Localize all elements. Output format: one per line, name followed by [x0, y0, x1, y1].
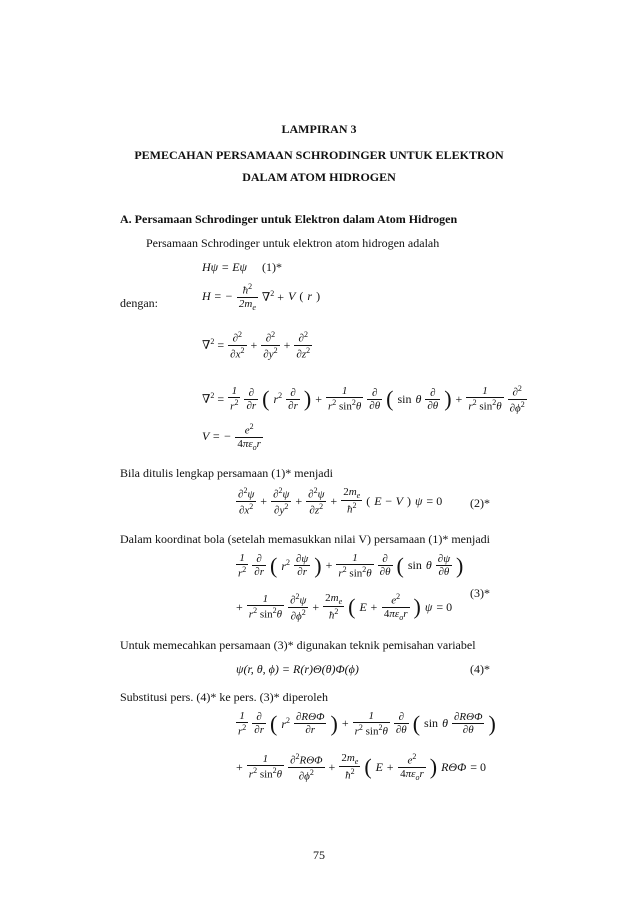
- section-intro: Persamaan Schrodinger untuk elektron atom hidrogen adalah: [146, 236, 440, 250]
- equation-potential: V = − $\frac{e^2}{4\pi\varepsilon_or}$: [202, 422, 261, 452]
- paragraph-substitusi: Substitusi pers. (4)* ke pers. (3)* diperoleh: [120, 690, 328, 704]
- equation-3-line-1: $\frac{1}{r^2}$ $\frac{\partial}{\partial r}$ ( $r^2$ $\frac{\partial\psi}{\partial r}$ ) + $\frac{1}{r^2 \sin^2\theta}$ $\frac{\partial}{\partial\theta}$ ( sin θ $\frac{\partial\psi}{\partial\theta}$ ): [238, 552, 464, 580]
- paragraph-koordinat: Dalam koordinat bola (setelah memasukkan nilai V) persamaan (1)* menjadi: [120, 532, 490, 546]
- equation-3-line-2: + $\frac{1}{r^2 \sin^2\theta}$ $\frac{\partial^2\psi}{\partial\phi^2}$ + $\frac{2m_e}{ħ^2}$ ( E + $\frac{e^2}{4\pi\varepsilon_or}$ ) ψ = 0: [236, 592, 453, 623]
- equation-4-label: (4)*: [470, 662, 490, 676]
- equation-5-line-2: + $\frac{1}{r^2 \sin^2\theta}$ $\frac{\partial^2R\Theta\Phi}{\partial\phi^2}$ + $\frac{2m_e}{ħ^2}$ ( E + $\frac{e^2}{4\pi\varepsilon_or}$ ) RΘΦ = 0: [236, 752, 486, 783]
- equation-hamiltonian: H = − $\frac{ħ^2}{2m_e}$ ∇$^2$ + V ( r ): [202, 282, 321, 312]
- equation-laplacian-cartesian: ∇$^2$ = $\frac{\partial^2}{\partial x^2}$ + $\frac{\partial^2}{\partial y^2}$ + $\frac{\partial^2}{\partial z^2}$: [202, 330, 311, 361]
- paragraph-memecahkan: Untuk memecahkan persamaan (3)* digunakan teknik pemisahan variabel: [120, 638, 476, 652]
- equation-3-label: (3)*: [470, 586, 490, 600]
- equation-2: $\frac{\partial^2\psi}{\partial x^2}$ + $\frac{\partial^2\psi}{\partial y^2}$ + $\frac{\partial^2\psi}{\partial z^2}$ + $\frac{2m_e}{ħ^2}$ ( E − V ) ψ = 0: [238, 486, 443, 517]
- equation-2-label: (2)*: [470, 496, 490, 510]
- equation-1-label: (1)*: [262, 260, 282, 274]
- paragraph-bila: Bila ditulis lengkap persamaan (1)* menjadi: [120, 466, 333, 480]
- appendix-title: LAMPIRAN 3: [281, 122, 357, 136]
- chapter-subtitle: DALAM ATOM HIDROGEN: [242, 170, 396, 184]
- equation-laplacian-spherical: ∇$^2$ = $\frac{1}{r^2}$ $\frac{\partial}{\partial r}$ ( $r^2$ $\frac{\partial}{\partial r}$ ) + $\frac{1}{r^2 \sin^2\theta}$ $\frac{\partial}{\partial\theta}$ ( sin θ $\frac{\partial}{\partial\theta}$ ) + $\frac{1}{r^2 \sin^2\theta}$ $\frac{\partial^2}{\partial\phi^2}$: [202, 384, 525, 415]
- equation-5-line-1: $\frac{1}{r^2}$ $\frac{\partial}{\partial r}$ ( $r^2$ $\frac{\text{∂RΘΦ}}{\partial r}$ ) + $\frac{1}{r^2 \sin^2\theta}$ $\frac{\partial}{\partial\theta}$ ( sin θ $\frac{\text{∂RΘΦ}}{\partial\theta}$ ): [238, 710, 496, 738]
- chapter-title: PEMECAHAN PERSAMAAN SCHRODINGER UNTUK ELEKTRON: [134, 148, 504, 162]
- section-heading: A. Persamaan Schrodinger untuk Elektron dalam Atom Hidrogen: [120, 212, 458, 226]
- equation-4: ψ(r, θ, ϕ) = R(r)Θ(θ)Φ(ϕ): [236, 662, 359, 676]
- page-number: 75: [313, 848, 325, 862]
- equation-1: Hψ = Eψ: [202, 260, 247, 274]
- dengan-label: dengan:: [120, 296, 158, 310]
